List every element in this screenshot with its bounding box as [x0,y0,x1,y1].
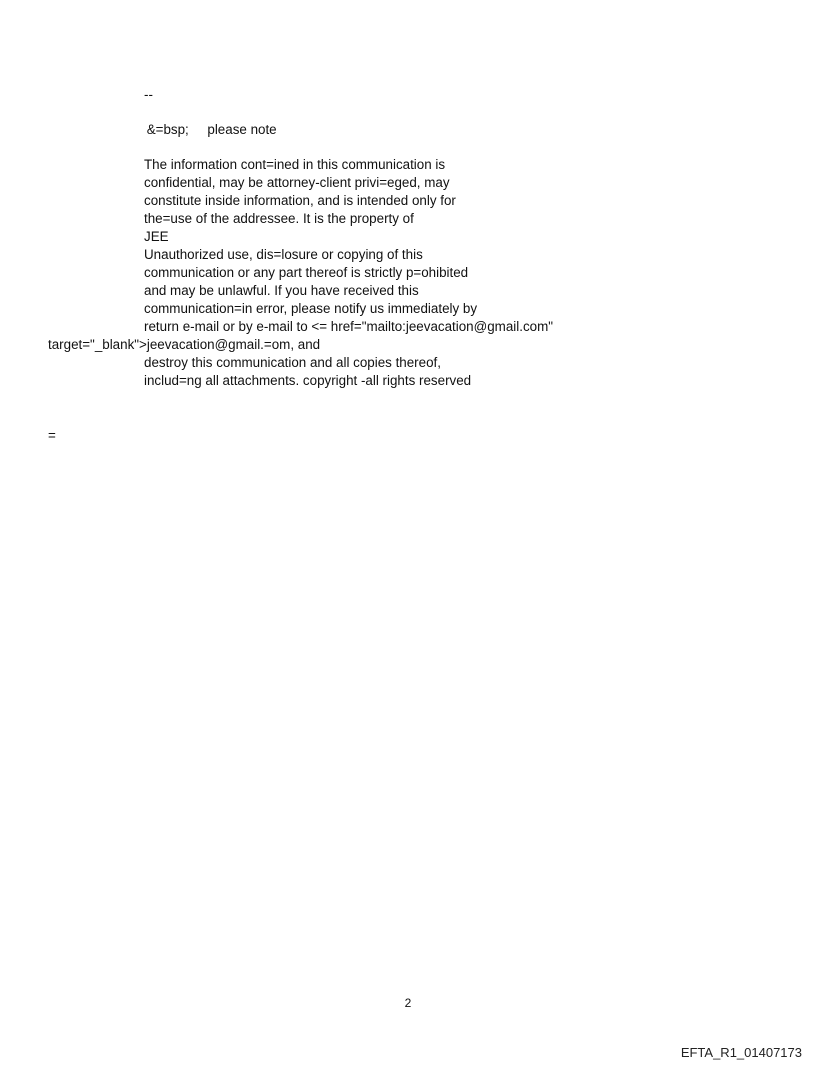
disclaimer-line: communication=in error, please notify us immediately by [144,301,478,316]
nbsp-please-note-line: &=bsp; please note [143,122,277,137]
bates-number: EFTA_R1_01407173 [680,1045,802,1060]
trailing-equals: = [48,428,56,443]
disclaimer-line: communication or any part thereof is strictly p=ohibited [144,265,469,280]
separator-line: -- [144,87,153,102]
disclaimer-line: and may be unlawful. If you have received this [144,283,419,298]
disclaimer-line: the=use of the addressee. It is the property of [144,211,414,226]
outdent-line: target="_blank">jeevacation@gmail.=om, and [48,337,321,352]
disclaimer-line: return e-mail or by e-mail to <= href="mailto:jeevacation@gmail.com" [144,319,553,334]
disclaimer-line: JEE [144,229,169,244]
disclaimer-line: Unauthorized use, dis=losure or copying of this [144,247,423,262]
disclaimer-line: constitute inside information, and is intended only for [144,193,456,208]
disclaimer-line: confidential, may be attorney-client privi=eged, may [144,175,450,190]
closing-line: destroy this communication and all copies thereof, [144,355,441,370]
disclaimer-line: The information cont=ined in this communication is [144,157,446,172]
closing-line: includ=ng all attachments. copyright -all rights reserved [144,373,472,388]
page-number: 2 [404,996,412,1010]
